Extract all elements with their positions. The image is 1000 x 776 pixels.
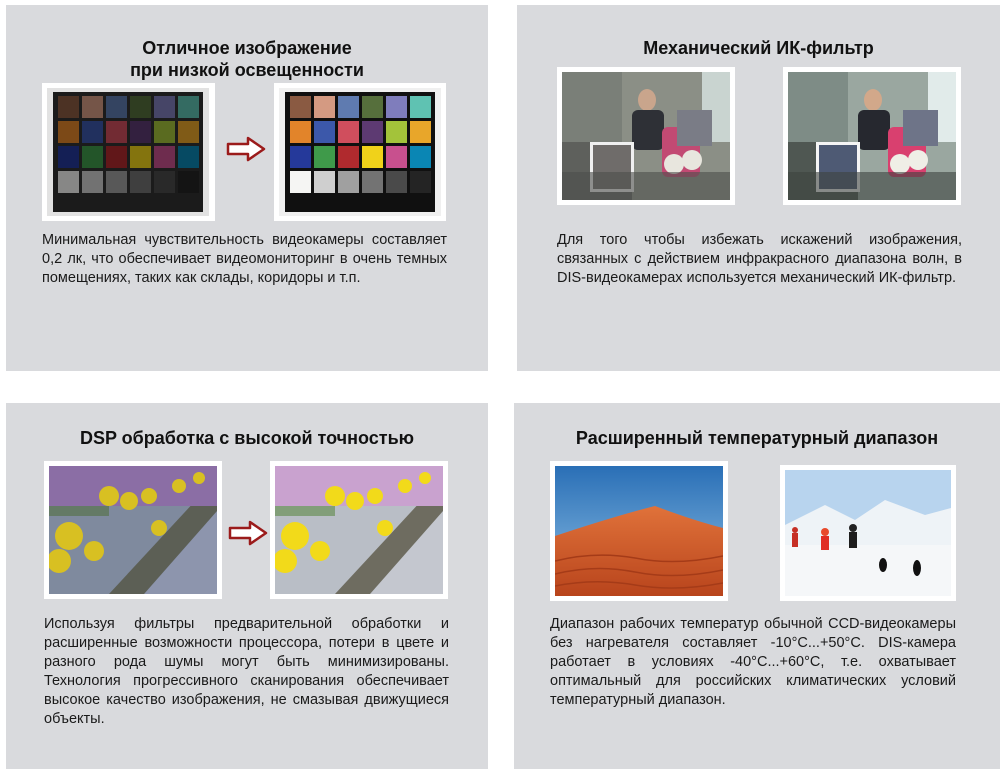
flowers-after-photo — [270, 461, 448, 599]
title-line: Отличное изображение — [142, 38, 352, 58]
ir-off-photo — [557, 67, 735, 205]
color-swatch — [58, 96, 79, 118]
flowers-before-photo — [44, 461, 222, 599]
color-swatch — [106, 121, 127, 143]
color-swatch — [314, 146, 335, 168]
color-swatch — [338, 121, 359, 143]
arctic-photo — [780, 465, 956, 601]
color-swatch — [58, 171, 79, 193]
panel-title: Механический ИК-фильтр — [643, 38, 874, 58]
color-swatch — [178, 146, 199, 168]
color-swatch — [386, 146, 407, 168]
color-swatch — [130, 146, 151, 168]
color-swatch — [82, 146, 103, 168]
color-swatch — [106, 96, 127, 118]
flowers-scene — [275, 466, 443, 594]
color-chart-dark-photo — [42, 83, 215, 221]
color-swatch — [58, 146, 79, 168]
panel-title: Расширенный температурный диапазон — [575, 428, 939, 448]
color-swatch — [178, 171, 199, 193]
panel-text: Диапазон рабочих температур обычной CCD-видеокамеры без нагревателя составляет -10°C...+50°C. DIS-камера работает в условиях -40°C...+60°C, т.е. охватывает оптимальный для российских климатических условий температурный диапазон. — [550, 616, 956, 708]
color-swatch — [362, 96, 383, 118]
color-swatch — [410, 171, 431, 193]
color-swatch — [154, 121, 175, 143]
color-swatch — [386, 96, 407, 118]
office-scene — [788, 72, 956, 200]
color-swatch — [154, 171, 175, 193]
color-swatch — [410, 96, 431, 118]
color-swatch — [314, 96, 335, 118]
color-swatch — [338, 96, 359, 118]
color-swatch — [178, 121, 199, 143]
color-swatch — [178, 96, 199, 118]
panel-text: Минимальная чувствительность видеокамеры составляет 0,2 лк, что обеспечивает видеомониторинг в очень темных помещениях, таких как склады, коридоры и т.п. — [42, 232, 447, 286]
panel-text: Для того чтобы избежать искажений изображения, связанных с действием инфракрасного диапазона волн, в DIS-видеокамерах используется механический ИК-фильтр. — [557, 232, 962, 286]
color-chart-bright — [279, 88, 441, 216]
color-swatch — [290, 121, 311, 143]
color-swatch — [338, 146, 359, 168]
color-swatch — [130, 121, 151, 143]
color-chart-dark — [47, 88, 210, 216]
desert-scene — [555, 466, 723, 596]
color-swatch — [154, 96, 175, 118]
arrow-right-icon — [226, 136, 266, 162]
panel-text: Используя фильтры предварительной обработки и расширенные возможности процессора, потери в цвете и разного рода шумы могут быть минимизированы. Технология прогрессивного сканирования обеспечивает высокое качество изображения, не смазывая движущиеся объекты. — [44, 616, 449, 727]
title-line: при низкой освещенности — [130, 60, 364, 80]
desert-photo — [550, 461, 728, 601]
color-swatch — [82, 121, 103, 143]
color-swatch — [82, 171, 103, 193]
color-swatch — [58, 121, 79, 143]
feature-panel-ir-filter — [517, 5, 1000, 371]
panel-title — [6, 37, 488, 81]
color-chart-bright-photo — [274, 83, 446, 221]
color-swatch — [410, 146, 431, 168]
flowers-scene — [49, 466, 217, 594]
color-swatch — [386, 171, 407, 193]
color-swatch — [362, 146, 383, 168]
color-swatch — [362, 121, 383, 143]
color-swatch — [130, 171, 151, 193]
color-swatch — [386, 121, 407, 143]
feature-panel-dsp — [6, 403, 488, 769]
color-swatch — [154, 146, 175, 168]
office-scene — [562, 72, 730, 200]
arrow-right-icon — [228, 520, 268, 546]
color-swatch — [314, 121, 335, 143]
color-swatch — [290, 146, 311, 168]
color-swatch — [290, 171, 311, 193]
feature-panel-temperature — [514, 403, 1000, 769]
color-swatch — [314, 171, 335, 193]
color-swatch — [362, 171, 383, 193]
arctic-scene — [785, 470, 951, 596]
feature-panel-low-light — [6, 5, 488, 371]
color-swatch — [106, 146, 127, 168]
color-swatch — [410, 121, 431, 143]
color-swatch — [130, 96, 151, 118]
panel-title: DSP обработка с высокой точностью — [79, 428, 415, 448]
color-swatch — [106, 171, 127, 193]
color-swatch — [338, 171, 359, 193]
color-swatch — [290, 96, 311, 118]
color-swatch — [82, 96, 103, 118]
ir-on-photo — [783, 67, 961, 205]
